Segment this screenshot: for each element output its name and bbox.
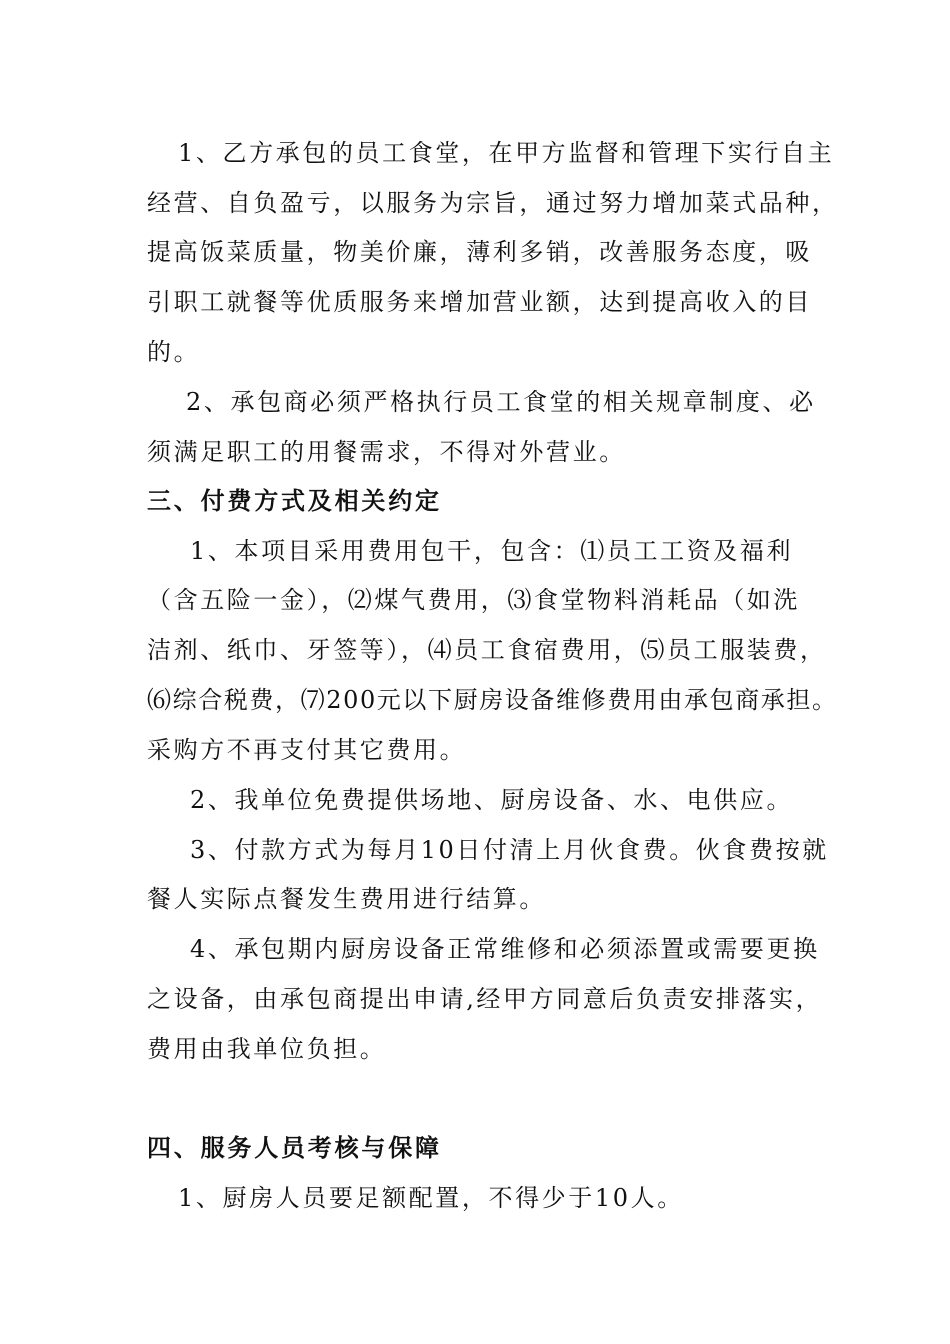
paragraph-3-1-line-5: 采购方不再支付其它费用。	[147, 736, 467, 764]
paragraph-3-1-line-4: ⑹综合税费，⑺200元以下厨房设备维修费用由承包商承担。	[147, 686, 838, 714]
section-heading-4: 四、服务人员考核与保障	[147, 1133, 442, 1162]
paragraph-4-1-line-1: 1、厨房人员要足额配置，不得少于10人。	[178, 1184, 684, 1212]
paragraph-3-1-line-2: （含五险一金），⑵煤气费用，⑶食堂物料消耗品（如洗	[147, 586, 800, 614]
paragraph-2-1-line-3: 提高饭菜质量，物美价廉，薄利多销，改善服务态度，吸	[147, 238, 812, 266]
paragraph-3-4-line-3: 费用由我单位负担。	[147, 1035, 387, 1063]
paragraph-3-3-line-2: 餐人实际点餐发生费用进行结算。	[147, 885, 546, 913]
paragraph-3-2-line-1: 2、我单位免费提供场地、厨房设备、水、电供应。	[190, 786, 794, 814]
paragraph-2-1-line-1: 1、乙方承包的员工食堂，在甲方监督和管理下实行自主	[178, 139, 835, 167]
paragraph-2-1-line-4: 引职工就餐等优质服务来增加营业额，达到提高收入的目	[147, 288, 812, 316]
paragraph-3-4-line-1: 4、承包期内厨房设备正常维修和必须添置或需要更换	[190, 935, 820, 963]
paragraph-2-2-line-2: 须满足职工的用餐需求，不得对外营业。	[147, 438, 626, 466]
paragraph-3-3-line-1: 3、付款方式为每月10日付清上月伙食费。伙食费按就	[190, 836, 829, 864]
paragraph-3-1-line-3: 洁剂、纸巾、牙签等），⑷员工食宿费用，⑸员工服装费，	[147, 636, 827, 664]
paragraph-2-1-line-2: 经营、自负盈亏，以服务为宗旨，通过努力增加菜式品种，	[147, 189, 839, 217]
section-heading-3: 三、付费方式及相关约定	[147, 486, 442, 515]
paragraph-2-2-line-1: 2、承包商必须严格执行员工食堂的相关规章制度、必	[186, 388, 816, 416]
paragraph-3-1-line-1: 1、本项目采用费用包干，包含：⑴员工工资及福利	[190, 537, 794, 565]
paragraph-2-1-line-5: 的。	[147, 338, 201, 366]
paragraph-3-4-line-2: 之设备，由承包商提出申请,经甲方同意后负责安排落实，	[147, 985, 823, 1013]
